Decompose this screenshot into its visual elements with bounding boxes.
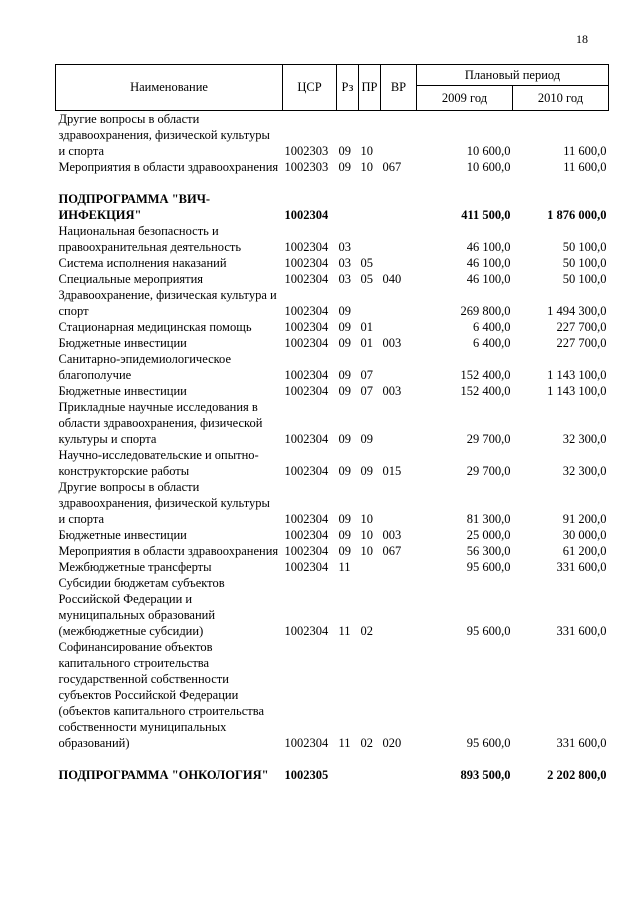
row-pr — [359, 287, 381, 319]
row-csr: 1002304 — [284, 736, 329, 750]
row-vr — [381, 255, 417, 271]
row-rz: 11 — [338, 624, 351, 638]
row-2009: 10 600,0 — [466, 144, 511, 158]
row-vr — [381, 575, 417, 639]
row-rz: 09 — [338, 512, 351, 526]
row-csr: 1002304 — [284, 528, 329, 542]
row-2010: 1 143 100,0 — [547, 384, 607, 398]
table-row — [56, 223, 609, 255]
row-csr: 1002304 — [284, 464, 329, 478]
row-name: Другие вопросы в области здравоохранения, физической культуры и спорта — [58, 112, 270, 158]
table-row — [56, 543, 609, 559]
row-csr: 1002304 — [284, 368, 329, 382]
row-2010: 61 200,0 — [562, 544, 607, 558]
row-pr: 07 — [360, 368, 373, 382]
row-name: ПОДПРОГРАММА "ВИЧ-ИНФЕКЦИЯ" — [58, 192, 211, 222]
table-row — [56, 559, 609, 575]
table-row — [56, 335, 609, 351]
row-name: Здравоохранение, физическая культура и спорт — [58, 288, 277, 318]
row-vr — [381, 399, 417, 447]
table-row — [56, 351, 609, 383]
row-pr — [359, 559, 381, 575]
row-2010: 331 600,0 — [556, 560, 607, 574]
row-pr: 05 — [360, 272, 373, 286]
row-2009: 29 700,0 — [466, 464, 511, 478]
row-2010: 1 494 300,0 — [547, 304, 607, 318]
row-csr: 1002304 — [284, 272, 329, 286]
row-2009: 411 500,0 — [461, 208, 511, 222]
row-rz: 09 — [338, 384, 351, 398]
row-pr: 09 — [360, 432, 373, 446]
row-2010: 1 143 100,0 — [547, 368, 607, 382]
row-pr: 09 — [360, 464, 373, 478]
header-plan-period: Плановый период — [417, 65, 609, 86]
row-csr: 1002304 — [284, 336, 329, 350]
row-rz: 09 — [338, 304, 351, 318]
table-row — [56, 383, 609, 399]
header-csr: ЦСР — [283, 65, 337, 111]
row-vr: 020 — [382, 736, 402, 750]
subprogram-row — [56, 751, 609, 783]
row-2009: 25 000,0 — [466, 528, 511, 542]
row-pr — [359, 175, 381, 223]
row-csr: 1002304 — [284, 208, 329, 222]
header-year-2009: 2009 год — [417, 86, 513, 111]
row-pr: 01 — [360, 320, 373, 334]
row-pr: 01 — [360, 336, 373, 350]
row-vr — [381, 175, 417, 223]
row-vr — [381, 223, 417, 255]
row-name: Система исполнения наказаний — [58, 256, 227, 270]
row-vr — [381, 479, 417, 527]
row-2010: 50 100,0 — [562, 256, 607, 270]
header-rz: Рз — [337, 65, 359, 111]
row-2010: 32 300,0 — [562, 464, 607, 478]
row-vr — [381, 751, 417, 783]
row-pr — [359, 751, 381, 783]
row-vr — [381, 287, 417, 319]
row-name: Бюджетные инвестиции — [58, 336, 187, 350]
row-2009: 56 300,0 — [466, 544, 511, 558]
row-name: Мероприятия в области здравоохранения — [58, 544, 279, 558]
table-row — [56, 399, 609, 447]
row-2010: 50 100,0 — [562, 272, 607, 286]
row-pr: 07 — [360, 384, 373, 398]
subprogram-row — [56, 175, 609, 223]
row-pr: 02 — [360, 624, 373, 638]
row-2009: 29 700,0 — [466, 432, 511, 446]
row-name: Специальные мероприятия — [58, 272, 204, 286]
row-csr: 1002304 — [284, 560, 329, 574]
row-csr: 1002304 — [284, 256, 329, 270]
row-2009: 46 100,0 — [466, 272, 511, 286]
row-vr: 067 — [382, 544, 402, 558]
table-body — [56, 111, 609, 784]
row-csr: 1002304 — [284, 240, 329, 254]
row-rz — [337, 175, 359, 223]
row-vr: 003 — [382, 528, 402, 542]
table-row — [56, 111, 609, 160]
row-name: Прикладные научные исследования в области здравоохранения, физической культуры и спорта — [58, 400, 263, 446]
header-vr: ВР — [381, 65, 417, 111]
row-name: ПОДПРОГРАММА "ОНКОЛОГИЯ" — [58, 768, 269, 782]
row-rz: 03 — [338, 256, 351, 270]
row-csr: 1002304 — [284, 624, 329, 638]
row-vr — [381, 111, 417, 160]
row-vr — [381, 319, 417, 335]
row-name: Мероприятия в области здравоохранения — [58, 160, 279, 174]
row-2009: 152 400,0 — [460, 368, 511, 382]
header-pr: ПР — [359, 65, 381, 111]
row-vr: 067 — [382, 160, 402, 174]
row-name: Санитарно-эпидемиологическое благополучие — [58, 352, 232, 382]
row-rz — [337, 751, 359, 783]
header-year-2010: 2010 год — [513, 86, 609, 111]
row-name: Другие вопросы в области здравоохранения, физической культуры и спорта — [58, 480, 270, 526]
row-2009: 81 300,0 — [466, 512, 511, 526]
row-rz: 03 — [338, 272, 351, 286]
table-row — [56, 575, 609, 639]
row-2010: 11 600,0 — [563, 144, 607, 158]
row-name: Межбюджетные трансферты — [58, 560, 212, 574]
row-2010: 30 000,0 — [562, 528, 607, 542]
table-row — [56, 527, 609, 543]
row-2009: 95 600,0 — [466, 624, 511, 638]
row-2009: 269 800,0 — [460, 304, 511, 318]
page-number: 18 — [576, 32, 588, 46]
row-vr: 003 — [382, 384, 402, 398]
table-row — [56, 319, 609, 335]
row-vr: 015 — [382, 464, 402, 478]
row-2009: 95 600,0 — [466, 736, 511, 750]
row-pr: 10 — [360, 528, 373, 542]
table-row — [56, 447, 609, 479]
row-vr: 040 — [382, 272, 402, 286]
row-pr: 10 — [360, 144, 373, 158]
row-rz: 11 — [338, 560, 351, 574]
row-2010: 227 700,0 — [556, 320, 607, 334]
row-2010: 2 202 800,0 — [547, 768, 607, 782]
budget-table — [55, 64, 609, 783]
table-row — [56, 639, 609, 751]
row-pr: 10 — [360, 512, 373, 526]
row-rz: 09 — [338, 464, 351, 478]
row-rz: 09 — [338, 320, 351, 334]
row-rz: 11 — [338, 736, 351, 750]
row-name: Субсидии бюджетам субъектов Российской Федерации и муниципальных образований (межбюджетные субсидии) — [58, 576, 225, 638]
row-rz: 09 — [338, 336, 351, 350]
row-rz: 09 — [338, 528, 351, 542]
row-2009: 46 100,0 — [466, 256, 511, 270]
row-csr: 1002303 — [284, 144, 329, 158]
row-2010: 331 600,0 — [556, 736, 607, 750]
row-csr: 1002305 — [284, 768, 329, 782]
row-2009: 6 400,0 — [473, 336, 511, 350]
row-pr: 05 — [360, 256, 373, 270]
row-rz: 09 — [338, 144, 351, 158]
row-2009: 893 500,0 — [460, 768, 511, 782]
row-2010: 32 300,0 — [562, 432, 607, 446]
table-row — [56, 255, 609, 271]
row-2009: 10 600,0 — [466, 160, 511, 174]
row-2009: 152 400,0 — [460, 384, 511, 398]
row-2010: 227 700,0 — [556, 336, 607, 350]
row-2010: 331 600,0 — [556, 624, 607, 638]
row-rz: 09 — [338, 160, 351, 174]
row-rz: 09 — [338, 432, 351, 446]
table-row — [56, 271, 609, 287]
row-name: Стационарная медицинская помощь — [58, 320, 252, 334]
row-name: Софинансирование объектов капитального строительства государственной собственности субъектов Российской Федерации (объектов капитального строительства собственности муниципальных образований) — [58, 640, 265, 750]
row-vr — [381, 351, 417, 383]
row-csr: 1002304 — [284, 432, 329, 446]
row-csr: 1002304 — [284, 544, 329, 558]
row-name: Бюджетные инвестиции — [58, 384, 187, 398]
table-header — [56, 65, 609, 111]
row-vr — [381, 559, 417, 575]
row-name: Национальная безопасность и правоохранительная деятельность — [58, 224, 242, 254]
row-csr: 1002303 — [284, 160, 329, 174]
row-pr — [359, 223, 381, 255]
row-2010: 1 876 000,0 — [547, 208, 607, 222]
row-csr: 1002304 — [284, 304, 329, 318]
row-vr: 003 — [382, 336, 402, 350]
row-csr: 1002304 — [284, 512, 329, 526]
row-2009: 46 100,0 — [466, 240, 511, 254]
table-row — [56, 159, 609, 175]
row-rz: 09 — [338, 368, 351, 382]
row-pr: 02 — [360, 736, 373, 750]
row-csr: 1002304 — [284, 384, 329, 398]
row-pr: 10 — [360, 544, 373, 558]
row-2010: 50 100,0 — [562, 240, 607, 254]
row-rz: 09 — [338, 544, 351, 558]
row-name: Научно-исследовательские и опытно-конструкторские работы — [58, 448, 259, 478]
table-row — [56, 287, 609, 319]
row-pr: 10 — [360, 160, 373, 174]
row-csr: 1002304 — [284, 320, 329, 334]
row-name: Бюджетные инвестиции — [58, 528, 187, 542]
row-2009: 6 400,0 — [473, 320, 511, 334]
row-2010: 91 200,0 — [562, 512, 607, 526]
header-name: Наименование — [56, 65, 283, 111]
row-rz: 03 — [338, 240, 351, 254]
row-2009: 95 600,0 — [466, 560, 511, 574]
row-2010: 11 600,0 — [563, 160, 607, 174]
table-row — [56, 479, 609, 527]
